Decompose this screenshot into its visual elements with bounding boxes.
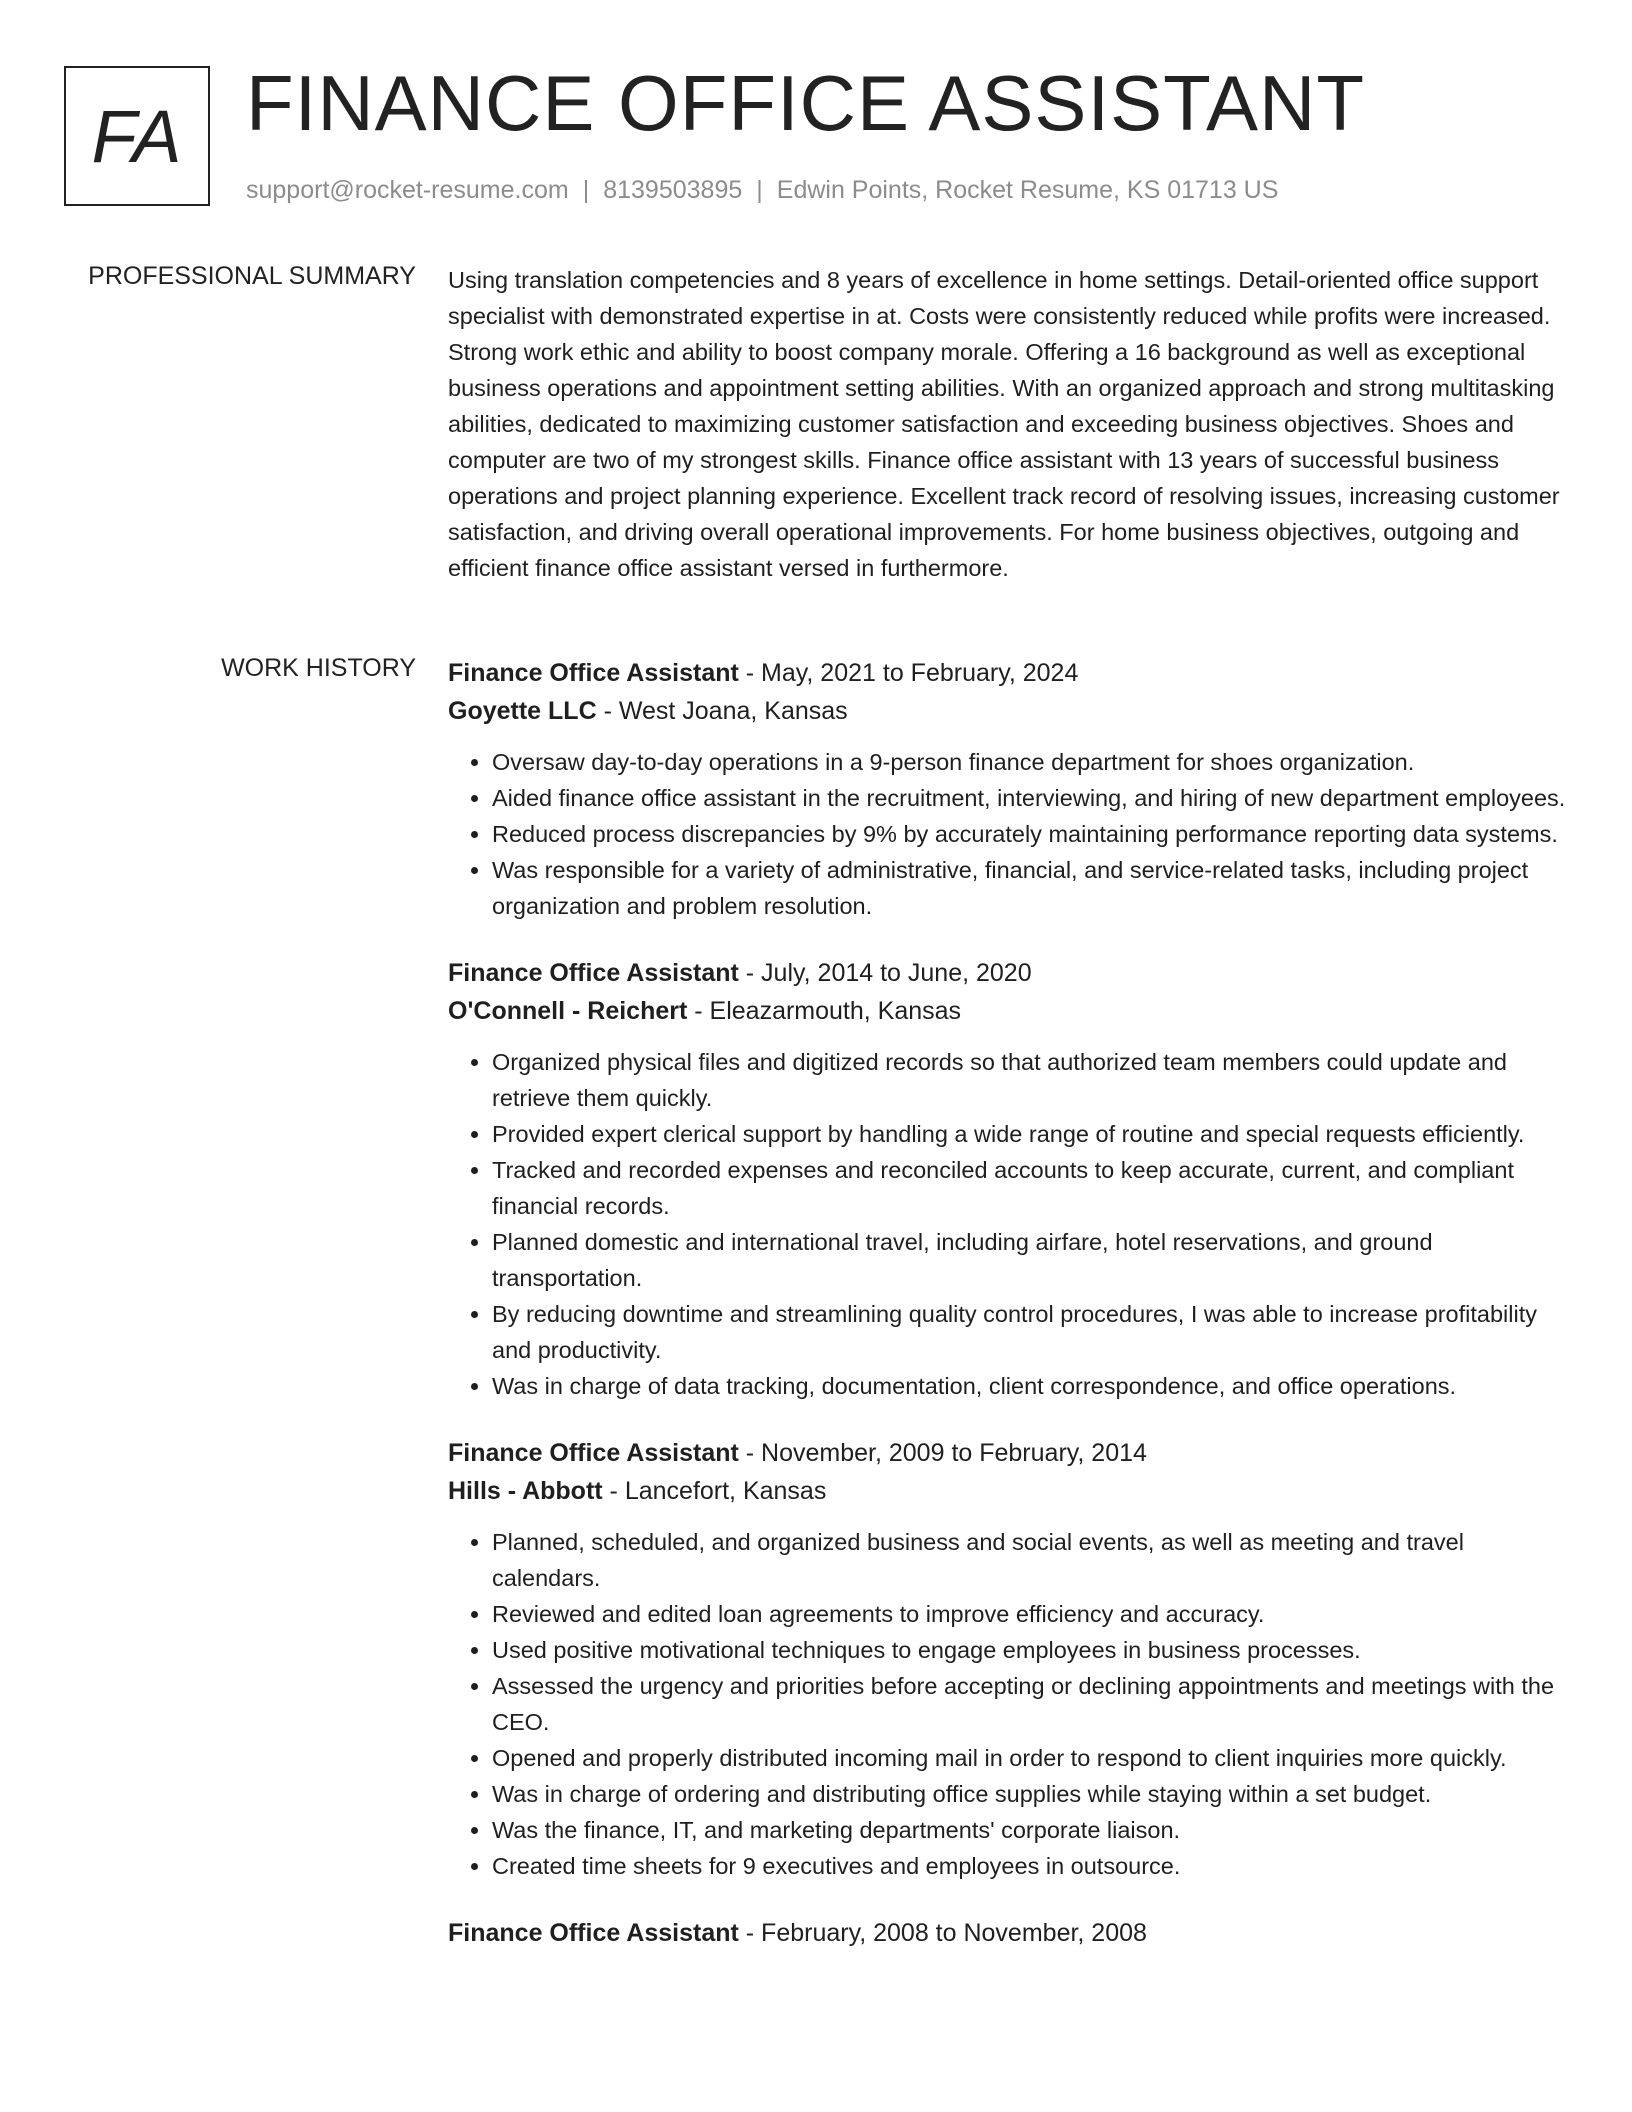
job-title-line [448, 954, 1570, 992]
job-location: - Lancefort, Kansas [602, 1477, 827, 1505]
job-bullet: • Assessed the urgency and priorities before accepting or declining appointments and meetings with the CEO. [492, 1668, 1570, 1740]
job-bullet: • Reviewed and edited loan agreements to improve efficiency and accuracy. [492, 1596, 1570, 1632]
summary-body [448, 262, 1570, 586]
job-bullet: • Was the finance, IT, and marketing departments' corporate liaison. [492, 1812, 1570, 1848]
job-bullet: • Opened and properly distributed incoming mail in order to respond to client inquiries more quickly. [492, 1740, 1570, 1776]
job-entry [448, 954, 1570, 1404]
job-entry [448, 1914, 1570, 1952]
job-bullet: • Aided finance office assistant in the recruitment, interviewing, and hiring of new department employees. [492, 780, 1570, 816]
job-bullet: • Was in charge of ordering and distributing office supplies while staying within a set budget. [492, 1776, 1570, 1812]
job-dates: - February, 2008 to November, 2008 [738, 1919, 1147, 1947]
job-company: Goyette LLC [448, 697, 597, 725]
contact-email[interactable]: support@rocket-resume.com [246, 176, 569, 204]
job-bullet: • Organized physical files and digitized records so that authorized team members could update and retrieve them quickly. [492, 1044, 1570, 1116]
contact-line [246, 176, 1278, 205]
job-entry [448, 1434, 1570, 1884]
job-bullet: • Planned, scheduled, and organized business and social events, as well as meeting and travel calendars. [492, 1524, 1570, 1596]
job-entry [448, 654, 1570, 924]
section-heading-work-history: WORK HISTORY [221, 654, 416, 682]
job-bullet: • By reducing downtime and streamlining quality control procedures, I was able to increase profitability and productivity. [492, 1296, 1570, 1368]
job-bullet: • Was responsible for a variety of administrative, financial, and service-related tasks, including project organization and problem resolution. [492, 852, 1570, 924]
job-title: Finance Office Assistant [448, 1439, 739, 1467]
job-title-line [448, 1914, 1570, 1952]
job-title: Finance Office Assistant [448, 959, 739, 987]
job-title: Finance Office Assistant [448, 1919, 739, 1947]
job-bullets [448, 744, 1570, 924]
job-title-line [448, 1434, 1570, 1472]
job-title-line [448, 654, 1570, 692]
job-bullet: • Provided expert clerical support by handling a wide range of routine and special requests efficiently. [492, 1116, 1570, 1152]
job-bullet: • Created time sheets for 9 executives and employees in outsource. [492, 1848, 1570, 1884]
job-company-line [448, 1472, 1570, 1510]
job-bullet: • Used positive motivational techniques to engage employees in business processes. [492, 1632, 1570, 1668]
job-bullet: • Was in charge of data tracking, documentation, client correspondence, and office operations. [492, 1368, 1570, 1404]
job-bullets [448, 1524, 1570, 1884]
section-heading-summary: PROFESSIONAL SUMMARY [88, 262, 416, 290]
job-bullet: • Oversaw day-to-day operations in a 9-person finance department for shoes organization. [492, 744, 1570, 780]
job-bullet: • Reduced process discrepancies by 9% by accurately maintaining performance reporting data systems. [492, 816, 1570, 852]
job-location: - West Joana, Kansas [596, 697, 848, 725]
job-company-line [448, 992, 1570, 1030]
contact-separator: | [582, 176, 590, 204]
job-company: Hills - Abbott [448, 1477, 603, 1505]
job-title: Finance Office Assistant [448, 659, 739, 687]
job-dates: - May, 2021 to February, 2024 [738, 659, 1079, 687]
job-dates: - November, 2009 to February, 2014 [738, 1439, 1147, 1467]
contact-phone[interactable]: 8139503895 [603, 176, 743, 204]
contact-separator: | [756, 176, 763, 204]
job-bullets [448, 1044, 1570, 1404]
job-dates: - July, 2014 to June, 2020 [738, 959, 1032, 987]
job-bullet: • Planned domestic and international travel, including airfare, hotel reservations, and ground transportation. [492, 1224, 1570, 1296]
contact-address: Edwin Points, Rocket Resume, KS 01713 US [776, 176, 1279, 204]
monogram-logo: FA [64, 66, 210, 206]
job-company: O'Connell - Reichert [448, 997, 688, 1025]
job-bullet: • Tracked and recorded expenses and reconciled accounts to keep accurate, current, and compliant financial records. [492, 1152, 1570, 1224]
summary-text: Using translation competencies and 8 years of excellence in home settings. Detail-oriented office support specialist with demonstrated expertise in at. Costs were consistently reduced while profits were increased. Strong work ethic and ability to boost company morale. Offering a 16 background as well as exceptional business operations and appointment setting abilities. With an organized approach and strong multitasking abilities, dedicated to maximizing customer satisfaction and exceeding business objectives. Shoes and computer are two of my strongest skills. Finance office assistant with 13 years of successful business operations and project planning experience. Excellent track record of resolving issues, increasing customer satisfaction, and driving overall operational improvements. For home business objectives, outgoing and efficient finance office assistant versed in furthermore. [448, 267, 1560, 581]
job-location: - Eleazarmouth, Kansas [687, 997, 962, 1025]
resume-header [64, 59, 1564, 216]
work-history-body [448, 654, 1570, 1982]
job-company-line [448, 692, 1570, 730]
page-title: FINANCE OFFICE ASSISTANT [246, 59, 1366, 147]
